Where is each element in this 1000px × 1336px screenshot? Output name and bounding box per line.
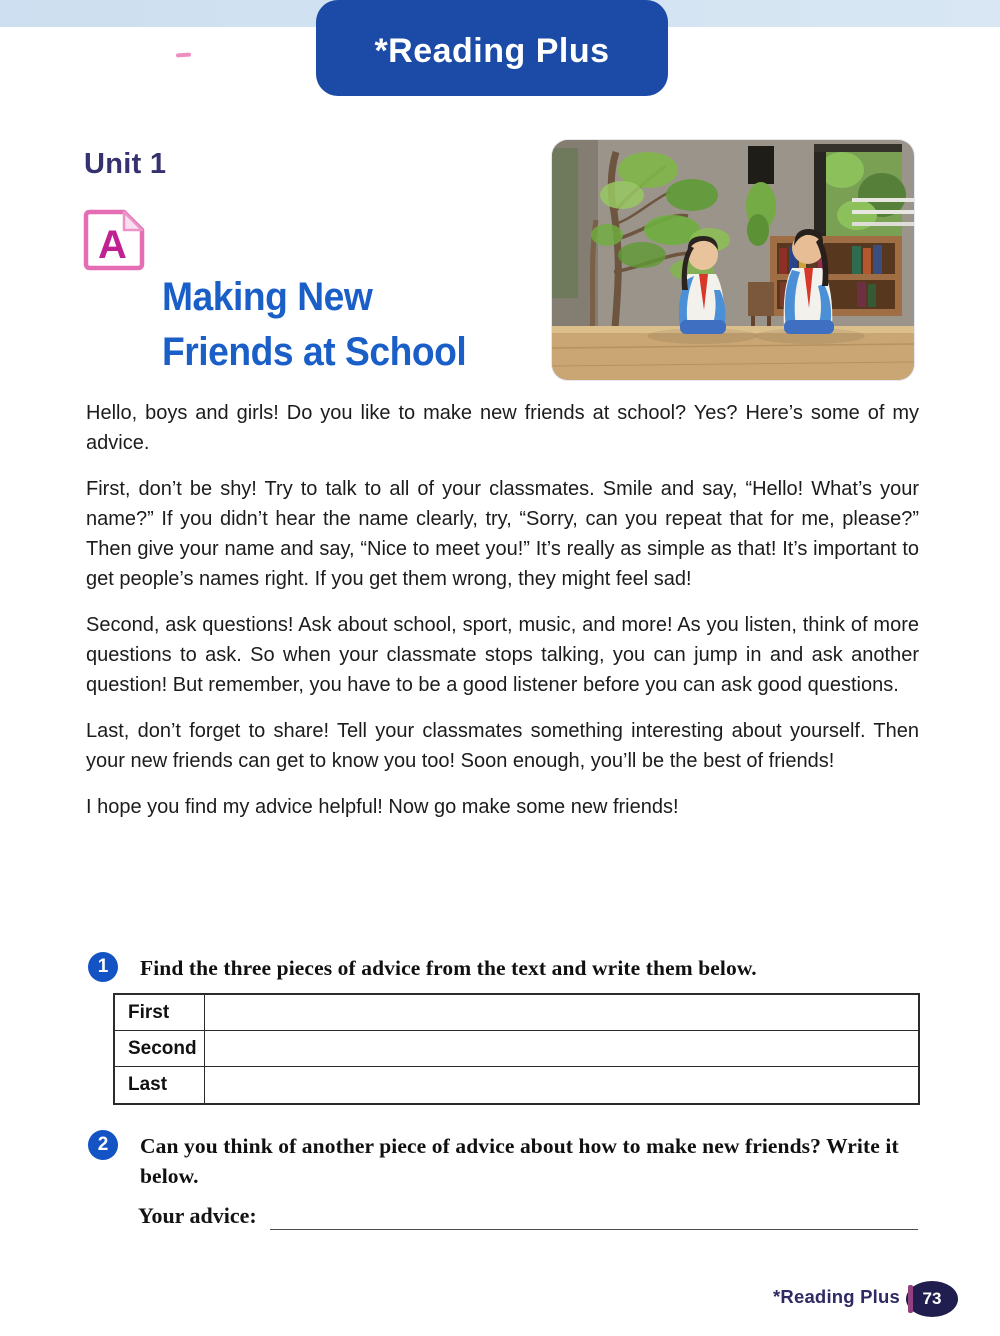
answer-cell-last[interactable] <box>205 1067 918 1103</box>
row-label-last: Last <box>115 1067 205 1103</box>
scan-artifact-dash <box>176 52 191 57</box>
photo-window <box>814 144 914 236</box>
page-number: 73 <box>922 1289 942 1308</box>
photo-students-talking <box>552 140 914 380</box>
paragraph-first: First, don’t be shy! Try to talk to all of your classmates. Smile and say, “Hello! What’s your name?” If you didn’t hear the name clearly, try, “Sorry, can you repeat that for me, please?” Then give your name and say, “Nice to meet you!” It’s really as simple as that! It’s important to get people’s names right. If you get them wrong, they might feel sad! <box>86 478 919 590</box>
exercise1-prompt: Find the three pieces of advice from the text and write them below. <box>140 956 757 980</box>
paragraph-intro: Hello, boys and girls! Do you like to make new friends at school? Yes? Here’s some of my advice. <box>86 402 919 454</box>
paragraph-second: Second, ask questions! Ask about school, sport, music, and more! As you listen, think of more questions to ask. So when your classmate stops talking, you can jump in and ask another question! But remember, you have to be a good listener before you can ask good questions. <box>86 614 919 696</box>
exercise1-number: 1 <box>97 956 109 977</box>
unit-heading: Unit 1 <box>84 148 167 180</box>
page-number-ribbon <box>908 1285 913 1313</box>
table-row-last <box>115 1067 918 1103</box>
paragraph-closing: I hope you find my advice helpful! Now go make some new friends! <box>86 796 679 818</box>
footer-section-label: *Reading Plus <box>773 1286 900 1307</box>
exercise2-number: 2 <box>97 1134 109 1155</box>
reading-plus-banner <box>316 0 668 96</box>
row-label-second: Second <box>115 1031 205 1066</box>
article-body <box>86 398 919 838</box>
paragraph-last: Last, don’t forget to share! Tell your classmates something interesting about yourself. Then your new friends can get to know you too! Soon enough, you’ll be the best of friends! <box>86 720 919 772</box>
photo-chair <box>748 282 774 316</box>
page-number-badge <box>906 1281 958 1317</box>
answer-cell-second[interactable] <box>205 1031 918 1066</box>
article-title <box>162 270 553 380</box>
your-advice-write-line[interactable] <box>270 1200 918 1230</box>
article-title-line2: Friends at School <box>162 330 467 374</box>
banner-label: *Reading Plus <box>374 31 610 70</box>
article-title-line1: Making New <box>162 275 373 319</box>
answer-cell-first[interactable] <box>205 995 918 1030</box>
exercise1-number-badge <box>88 952 118 982</box>
your-advice-label: Your advice: <box>138 1203 257 1228</box>
table-row-second <box>115 1031 918 1067</box>
section-letter: A <box>98 223 127 267</box>
table-row-first <box>115 995 918 1031</box>
exercise2-prompt: Can you think of another piece of advice about how to make new friends? Write it below. <box>140 1134 899 1188</box>
exercise2-number-badge <box>88 1130 118 1160</box>
section-a-badge <box>80 206 148 274</box>
row-label-first: First <box>115 995 205 1030</box>
advice-table <box>113 993 920 1105</box>
